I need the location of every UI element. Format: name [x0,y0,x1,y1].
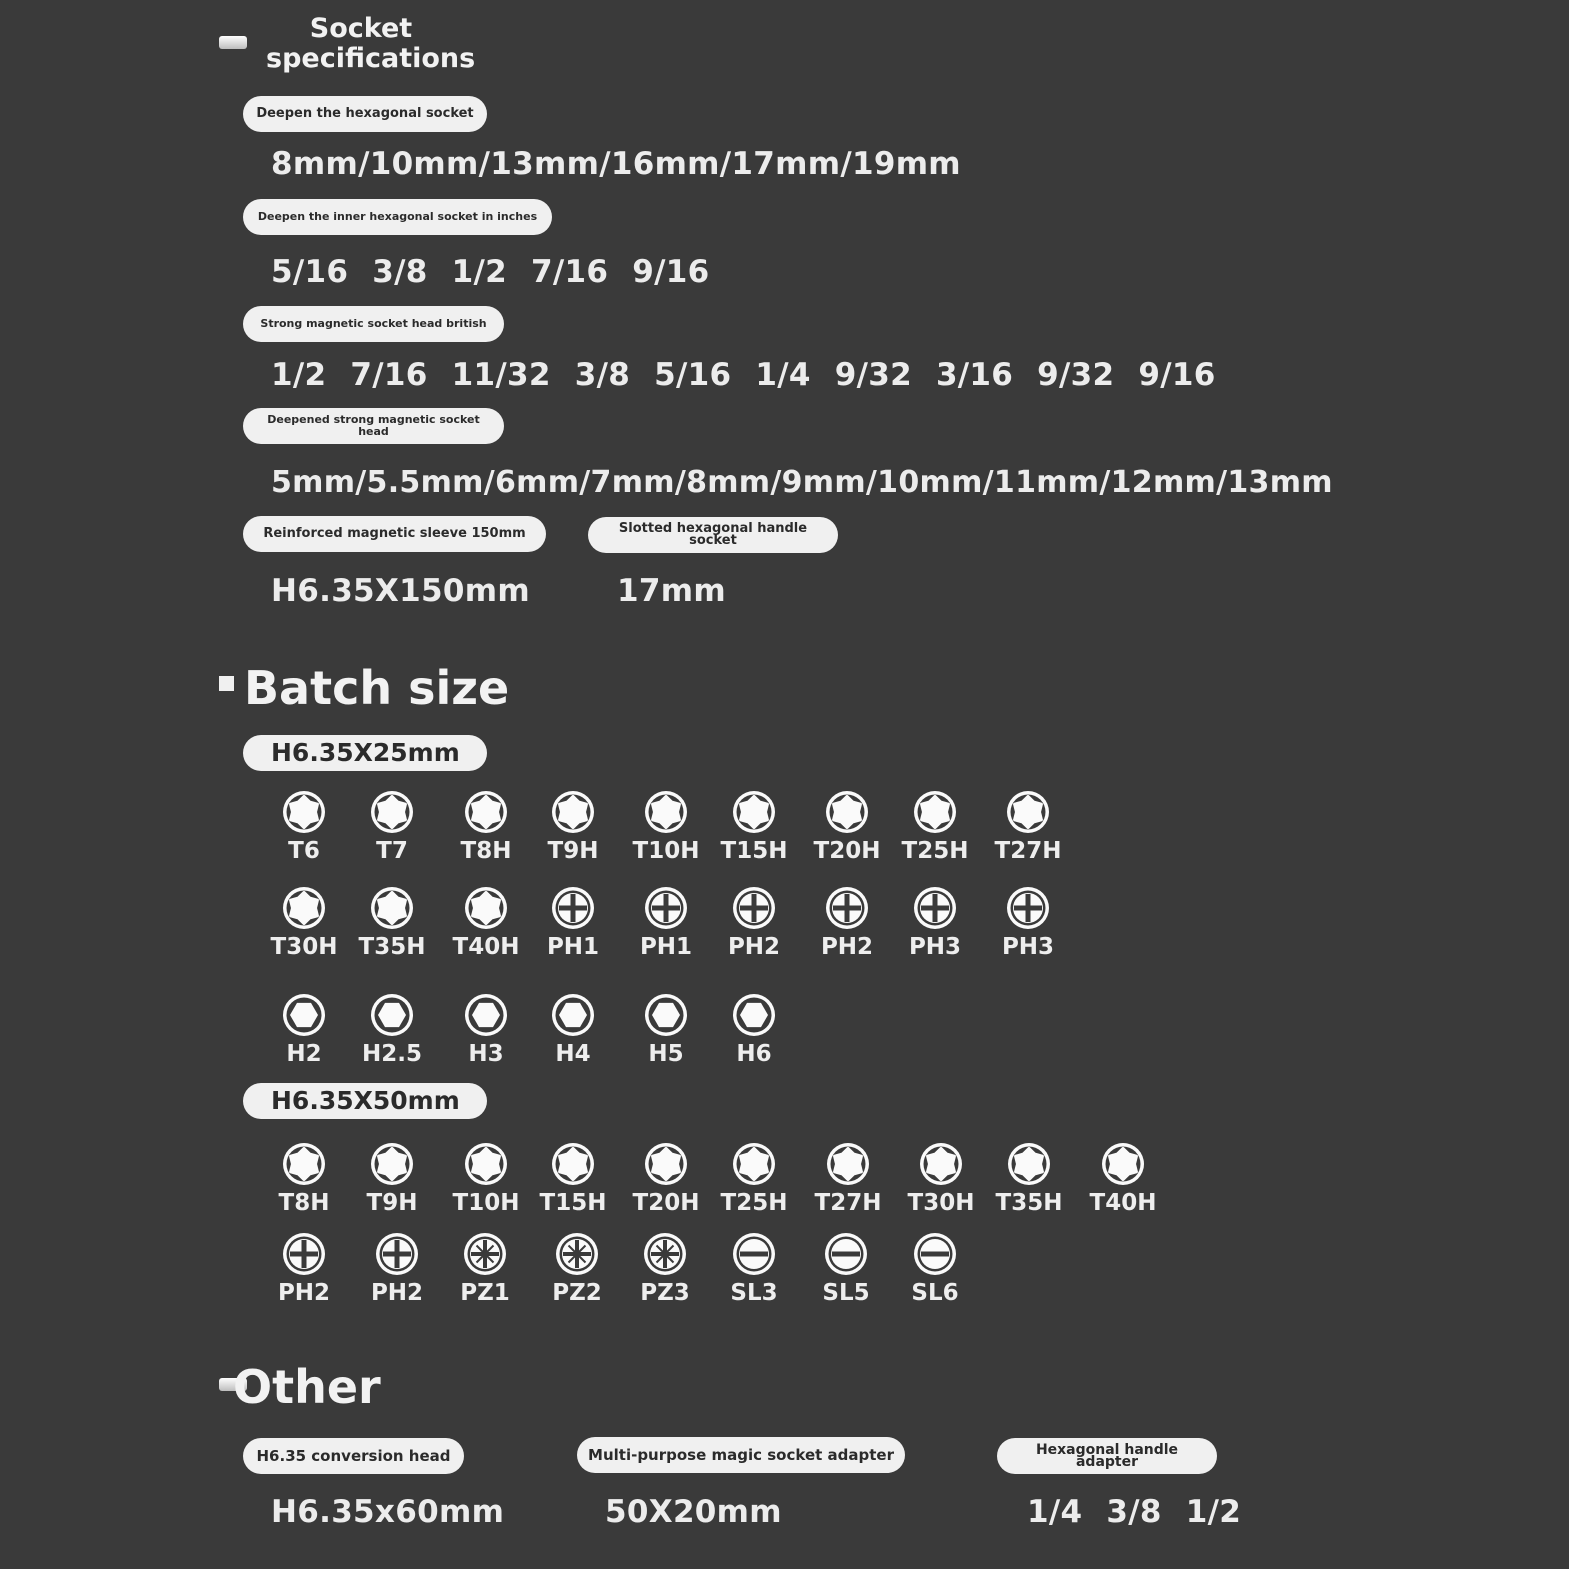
size-value: 5/16 [654,357,732,393]
bit-item [988,884,1068,960]
torx-bit-icon [462,788,510,836]
label-pill-batch-25mm: H6.35X25mm [243,735,487,771]
label-pill-batch-50mm: H6.35X50mm [243,1083,487,1119]
bit-item [264,884,344,960]
bit-label: T30H [907,1190,975,1216]
size-value: 1/4 [1027,1494,1083,1530]
sizes-inch-socket [271,254,709,290]
size-value: 1/4 [755,357,811,393]
bit-item [808,1140,888,1216]
slot-bit-icon [911,1230,959,1278]
torx-bit-icon [642,788,690,836]
bit-label: SL6 [911,1280,959,1306]
size-value: 5/16 [271,254,349,290]
bit-label: T27H [814,1190,882,1216]
size-value: 3/16 [935,357,1014,393]
size-value: 7/16 [530,254,609,290]
bit-item [901,1140,981,1216]
phillips-bit-icon [911,884,959,932]
torx-bit-icon [1099,1140,1147,1188]
bit-label: T6 [288,838,320,864]
bit-item [264,1140,344,1216]
bit-item [446,884,526,960]
torx-bit-icon [368,884,416,932]
phillips-bit-icon [549,884,597,932]
bit-label: PZ3 [640,1280,690,1306]
bit-item [446,788,526,864]
bit-label: T10H [452,1190,520,1216]
bit-label: PH2 [727,934,781,960]
bit-item [714,884,794,960]
size-value: 3/8 [1106,1494,1162,1530]
bit-item [807,884,887,960]
bit-item [625,1230,705,1306]
bit-label: PH2 [820,934,874,960]
bit-item [264,991,344,1067]
torx-bit-icon [462,1140,510,1188]
label-pill-magnetic-british: Strong magnetic socket head british [243,306,504,342]
size-value: 9/16 [632,254,710,290]
phillips-bit-icon [730,884,778,932]
bit-label: PH1 [546,934,600,960]
label-pill-hex-socket: Deepen the hexagonal socket [243,96,487,132]
label-pill-magic-adapter: Multi-purpose magic socket adapter [577,1437,905,1473]
bit-label: T40H [452,934,520,960]
torx-bit-icon [730,788,778,836]
bit-label: PH2 [370,1280,424,1306]
bit-label: T40H [1089,1190,1157,1216]
bit-item [533,788,613,864]
torx-bit-icon [280,1140,328,1188]
hex-bit-icon [730,991,778,1039]
torx-bit-icon [1004,788,1052,836]
bit-label: SL5 [822,1280,870,1306]
torx-bit-icon [1005,1140,1053,1188]
bit-item [352,884,432,960]
bit-label: H3 [468,1041,504,1067]
size-value: 1/2 [451,254,507,290]
label-pill-conversion-head: H6.35 conversion head [243,1438,464,1474]
label-pill-inch-socket: Deepen the inner hexagonal socket in inches [243,199,552,235]
bit-item [626,884,706,960]
bit-item [895,1230,975,1306]
bit-label: T27H [994,838,1062,864]
bit-item [895,788,975,864]
bit-label: T9H [547,838,599,864]
bit-item [446,1140,526,1216]
hex-bit-icon [368,991,416,1039]
bit-label: H6 [736,1041,772,1067]
bit-label: PH3 [1001,934,1055,960]
sizes-conversion-head: H6.35x60mm [271,1494,505,1530]
bit-label: H2.5 [362,1041,422,1067]
torx-bit-icon [730,1140,778,1188]
bit-item [533,1140,613,1216]
torx-bit-icon [824,1140,872,1188]
bit-label: PH2 [277,1280,331,1306]
bit-item [714,1230,794,1306]
section-marker [219,676,234,691]
phillips-bit-icon [642,884,690,932]
bit-label: T35H [358,934,426,960]
pozi-bit-icon [461,1230,509,1278]
pozi-bit-icon [553,1230,601,1278]
bit-item [806,1230,886,1306]
phillips-bit-icon [373,1230,421,1278]
sizes-magnetic-british [271,357,1216,393]
bit-item [537,1230,617,1306]
bit-item [714,991,794,1067]
sizes-magic-adapter: 50X20mm [605,1494,782,1530]
bit-item [446,991,526,1067]
bit-item [264,788,344,864]
torx-bit-icon [549,788,597,836]
bit-item [626,991,706,1067]
bit-label: T15H [720,838,788,864]
bit-label: H4 [555,1041,591,1067]
bit-item [533,884,613,960]
bit-item [714,1140,794,1216]
sizes-hex-socket: 8mm/10mm/13mm/16mm/17mm/19mm [271,146,961,182]
label-pill-magnetic-sleeve: Reinforced magnetic sleeve 150mm [243,516,546,552]
pozi-bit-icon [641,1230,689,1278]
bit-label: SL3 [730,1280,778,1306]
section-title-batch: Batch size [244,661,510,715]
slot-bit-icon [822,1230,870,1278]
bit-label: PH3 [908,934,962,960]
torx-bit-icon [462,884,510,932]
bit-label: PZ1 [460,1280,510,1306]
bit-label: T8H [278,1190,330,1216]
section-title-other: Other [233,1360,381,1414]
bit-item [807,788,887,864]
bit-label: T35H [995,1190,1063,1216]
size-value: 11/32 [451,357,551,393]
size-value: 3/8 [372,254,428,290]
size-value: 7/16 [350,357,428,393]
bit-item [352,788,432,864]
bit-label: H2 [286,1041,322,1067]
sizes-slotted-handle: 17mm [617,573,726,609]
sizes-deep-magnetic: 5mm/5.5mm/6mm/7mm/8mm/9mm/10mm/11mm/12mm/13mm [271,465,1333,500]
bit-item [626,1140,706,1216]
phillips-bit-icon [823,884,871,932]
bit-label: PZ2 [552,1280,602,1306]
size-value: 1/2 [271,357,327,393]
sizes-handle-adapter [1027,1494,1241,1530]
torx-bit-icon [911,788,959,836]
size-value: 9/16 [1138,357,1216,393]
bit-item [352,1140,432,1216]
torx-bit-icon [549,1140,597,1188]
slot-bit-icon [730,1230,778,1278]
bit-label: T25H [901,838,969,864]
size-value: 3/8 [574,357,631,393]
bit-item [714,788,794,864]
bit-item [264,1230,344,1306]
bit-label: T30H [270,934,338,960]
bit-label: PH1 [639,934,693,960]
section-title-socket: Socket specifications [266,13,476,74]
torx-bit-icon [642,1140,690,1188]
bit-item [989,1140,1069,1216]
hex-bit-icon [642,991,690,1039]
bit-label: T25H [720,1190,788,1216]
phillips-bit-icon [280,1230,328,1278]
section-marker [219,36,247,49]
torx-bit-icon [280,788,328,836]
bit-label: T7 [376,838,408,864]
phillips-bit-icon [1004,884,1052,932]
bit-label: H5 [648,1041,684,1067]
bit-label: T20H [632,1190,700,1216]
hex-bit-icon [280,991,328,1039]
sizes-magnetic-sleeve: H6.35X150mm [271,573,530,609]
bit-item [626,788,706,864]
torx-bit-icon [823,788,871,836]
bit-item [895,884,975,960]
bit-label: T15H [539,1190,607,1216]
bit-item [988,788,1068,864]
bit-label: T9H [366,1190,418,1216]
label-pill-slotted-handle: Slotted hexagonal handle socket [588,517,838,553]
bit-item [445,1230,525,1306]
hex-bit-icon [462,991,510,1039]
label-pill-deep-magnetic: Deepened strong magnetic socket head [243,408,504,444]
bit-label: T20H [813,838,881,864]
label-pill-handle-adapter: Hexagonal handle adapter [997,1438,1217,1474]
torx-bit-icon [917,1140,965,1188]
size-value: 1/2 [1185,1494,1242,1530]
bit-label: T10H [632,838,700,864]
hex-bit-icon [549,991,597,1039]
size-value: 9/32 [834,357,912,393]
bit-item [352,991,432,1067]
torx-bit-icon [368,788,416,836]
bit-item [533,991,613,1067]
torx-bit-icon [368,1140,416,1188]
bit-item [1083,1140,1163,1216]
torx-bit-icon [280,884,328,932]
bit-item [357,1230,437,1306]
size-value: 9/32 [1037,357,1115,393]
bit-label: T8H [460,838,512,864]
